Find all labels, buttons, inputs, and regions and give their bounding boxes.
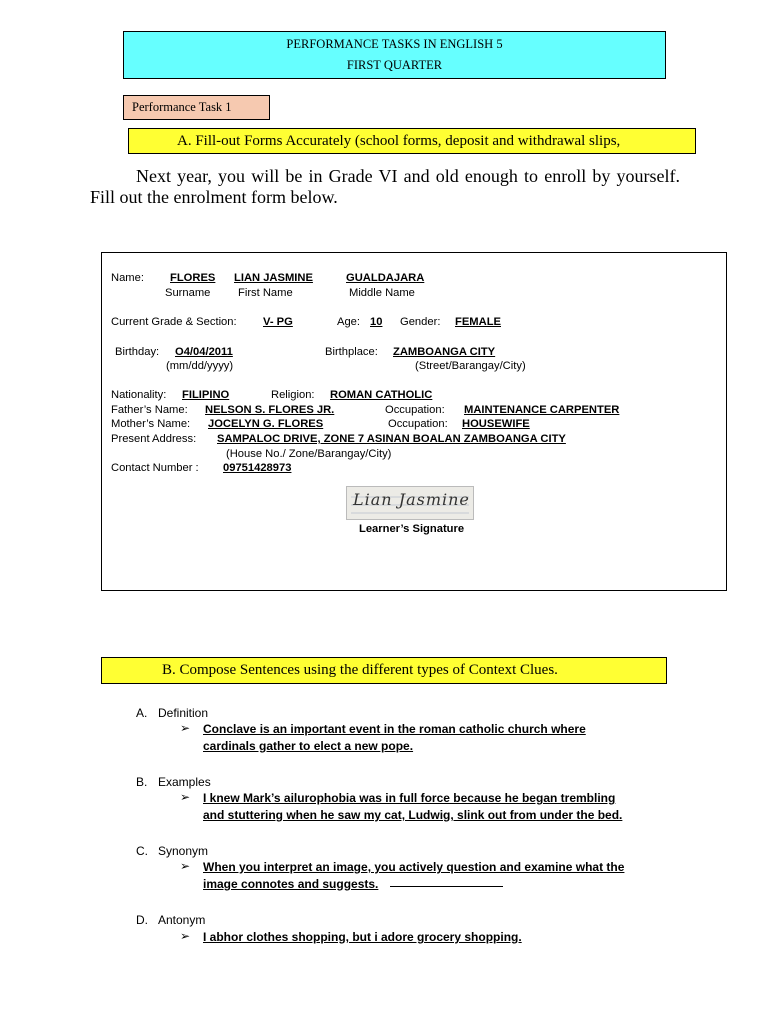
arrow-bullet-icon: ➢ [180, 790, 191, 804]
item-c-letter: C. [136, 844, 148, 858]
address-caption: (House No./ Zone/Barangay/City) [226, 448, 392, 460]
signature-caption: Learner’s Signature [359, 523, 465, 535]
religion-value: ROMAN CATHOLIC [330, 389, 433, 401]
age-value: 10 [370, 316, 383, 328]
arrow-bullet-icon: ➢ [180, 721, 191, 735]
birthday-label: Birthday: [115, 346, 160, 358]
mother-occupation-value: HOUSEWIFE [462, 418, 530, 430]
birthplace-value: ZAMBOANGA CITY [393, 346, 496, 358]
name-label: Name: [111, 272, 144, 284]
item-a-sentence-line-1: Conclave is an important event in the roman catholic church where [203, 722, 586, 736]
nationality-value: FILIPINO [182, 389, 230, 401]
underline-extension [390, 886, 503, 887]
item-d-label: Antonym [158, 913, 206, 927]
gender-label: Gender: [400, 316, 441, 328]
signature-image [346, 486, 474, 520]
mother-value: JOCELYN G. FLORES [208, 418, 324, 430]
item-b-label: Examples [158, 775, 211, 789]
contact-value: 09751428973 [223, 462, 292, 474]
father-occupation-value: MAINTENANCE CARPENTER [464, 404, 620, 416]
item-d-sentence-line-1: I abhor clothes shopping, but i adore grocery shopping. [203, 930, 522, 944]
arrow-bullet-icon: ➢ [180, 859, 191, 873]
birthday-caption: (mm/dd/yyyy) [166, 360, 234, 372]
item-b-sentence-line-1: I knew Mark’s ailurophobia was in full force because he began trembling [203, 791, 616, 805]
age-label: Age: [337, 316, 361, 328]
item-b-letter: B. [136, 775, 148, 789]
surname-value: FLORES [170, 272, 216, 284]
grade-label: Current Grade & Section: [111, 316, 237, 328]
item-a-sentence-line-2: cardinals gather to elect a new pope. [203, 739, 414, 753]
first-name-value: LIAN JASMINE [234, 272, 313, 284]
first-name-caption: First Name [238, 287, 293, 299]
contact-label: Contact Number : [111, 462, 199, 474]
item-a-label: Definition [158, 706, 209, 720]
item-a-letter: A. [136, 706, 148, 720]
birthplace-label: Birthplace: [325, 346, 378, 358]
address-label: Present Address: [111, 433, 197, 445]
task-label: Performance Task 1 [123, 95, 270, 120]
birthplace-caption: (Street/Barangay/City) [415, 360, 526, 372]
item-c-sentence-line-1: When you interpret an image, you actively question and examine what the [203, 860, 625, 874]
item-b-sentence-line-2: and stuttering when he saw my cat, Ludwig, slink out from under the bed. [203, 808, 623, 822]
item-d-letter: D. [136, 913, 148, 927]
nationality-label: Nationality: [111, 389, 167, 401]
section-a-heading: A. Fill-out Forms Accurately (school forms, deposit and withdrawal slips, [128, 128, 696, 154]
gender-value: FEMALE [455, 316, 501, 328]
mother-label: Mother’s Name: [111, 418, 191, 430]
middle-name-value: GUALDAJARA [346, 272, 425, 284]
signature-text: Lian Jasmine [353, 490, 470, 509]
title-box [123, 31, 666, 79]
birthday-value: O4/04/2011 [175, 346, 233, 358]
grade-value: V- PG [263, 316, 293, 328]
mother-occupation-label: Occupation: [388, 418, 448, 430]
instruction-paragraph: Next year, you will be in Grade VI and old enough to enroll by yourself. Fill out the enrolment form below. [90, 166, 680, 207]
father-value: NELSON S. FLORES JR. [205, 404, 335, 416]
arrow-bullet-icon: ➢ [180, 929, 191, 943]
title-line-2: FIRST QUARTER [346, 58, 443, 72]
title-line-1: PERFORMANCE TASKS IN ENGLISH 5 [286, 37, 503, 51]
father-label: Father’s Name: [111, 404, 188, 416]
religion-label: Religion: [271, 389, 315, 401]
surname-caption: Surname [165, 287, 211, 299]
section-b-heading: B. Compose Sentences using the different types of Context Clues. [101, 657, 667, 684]
item-c-sentence-line-2: image connotes and suggests. [203, 877, 379, 891]
item-c-label: Synonym [158, 844, 209, 858]
middle-name-caption: Middle Name [349, 287, 415, 299]
father-occupation-label: Occupation: [385, 404, 445, 416]
address-value: SAMPALOC DRIVE, ZONE 7 ASINAN BOALAN ZAMBOANGA CITY [217, 433, 566, 445]
